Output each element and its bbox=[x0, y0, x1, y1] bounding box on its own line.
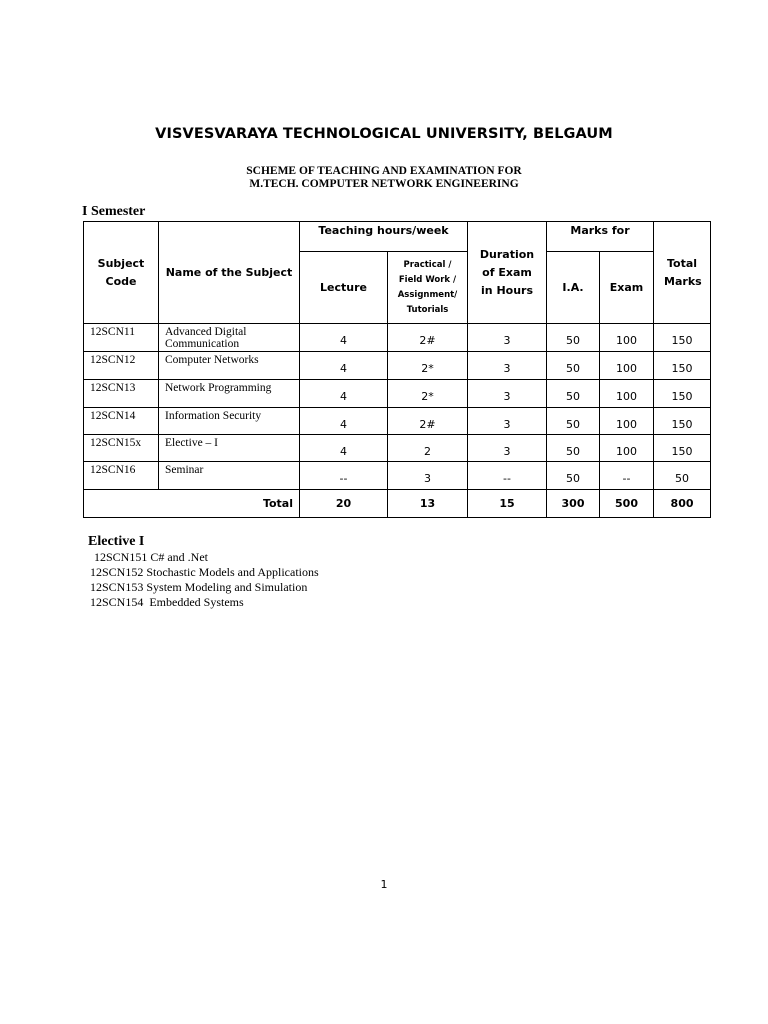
ia-marks: 50 bbox=[547, 352, 600, 380]
table-row bbox=[84, 462, 711, 490]
header-duration: Duration of Exam in Hours bbox=[468, 222, 547, 324]
lecture-hours: 4 bbox=[300, 352, 388, 380]
practical-hours: 2 bbox=[388, 435, 468, 462]
ia-marks: 50 bbox=[547, 380, 600, 408]
list-item: 12SCN151 C# and .Net bbox=[94, 550, 208, 564]
exam-marks: -- bbox=[600, 462, 654, 490]
table-row bbox=[84, 380, 711, 408]
header-practical-line-2: Field Work / bbox=[398, 274, 457, 285]
header-total-marks: Total Marks bbox=[654, 222, 711, 324]
total-row bbox=[84, 490, 711, 518]
total-duration: 15 bbox=[468, 490, 547, 518]
exam-duration: 3 bbox=[468, 324, 547, 352]
ia-marks: 50 bbox=[547, 462, 600, 490]
total-marks: 150 bbox=[654, 408, 711, 435]
exam-duration: 3 bbox=[468, 380, 547, 408]
header-ia: I.A. bbox=[547, 252, 600, 324]
subject-code: 12SCN14 bbox=[84, 408, 159, 435]
exam-marks: 100 bbox=[600, 435, 654, 462]
lecture-hours: -- bbox=[300, 462, 388, 490]
practical-hours: 2# bbox=[388, 408, 468, 435]
header-subject-code: Subject Code bbox=[84, 222, 159, 324]
subject-name: Network Programming bbox=[159, 380, 300, 408]
lecture-hours: 4 bbox=[300, 380, 388, 408]
scheme-line-2: M.TECH. COMPUTER NETWORK ENGINEERING bbox=[249, 178, 519, 190]
table-row bbox=[84, 408, 711, 435]
exam-duration: 3 bbox=[468, 352, 547, 380]
elective-list bbox=[90, 550, 319, 610]
total-total: 800 bbox=[654, 490, 711, 518]
practical-hours: 2* bbox=[388, 352, 468, 380]
header-practical bbox=[388, 252, 468, 324]
exam-marks: 100 bbox=[600, 352, 654, 380]
subject-code: 12SCN12 bbox=[84, 352, 159, 380]
table-row bbox=[84, 352, 711, 380]
list-item: 12SCN152 Stochastic Models and Applications bbox=[90, 565, 319, 579]
header-exam: Exam bbox=[600, 252, 654, 324]
exam-duration: 3 bbox=[468, 408, 547, 435]
subject-code: 12SCN11 bbox=[84, 324, 159, 352]
subject-name: Information Security bbox=[159, 408, 300, 435]
table-row bbox=[84, 435, 711, 462]
header-practical-line-3: Assignment/ bbox=[397, 289, 458, 300]
total-practical: 13 bbox=[388, 490, 468, 518]
total-marks: 150 bbox=[654, 324, 711, 352]
list-item: 12SCN154 Embedded Systems bbox=[90, 595, 244, 609]
total-marks: 150 bbox=[654, 352, 711, 380]
header-teaching-hours: Teaching hours/week bbox=[300, 222, 468, 252]
practical-hours: 2# bbox=[388, 324, 468, 352]
header-practical-line-4: Tutorials bbox=[406, 304, 449, 315]
subject-name: Seminar bbox=[159, 462, 300, 490]
university-title: VISVESVARAYA TECHNOLOGICAL UNIVERSITY, BELGAUM bbox=[155, 126, 613, 142]
subject-name: Computer Networks bbox=[159, 352, 300, 380]
exam-duration: -- bbox=[468, 462, 547, 490]
subject-code: 12SCN13 bbox=[84, 380, 159, 408]
subject-code: 12SCN16 bbox=[84, 462, 159, 490]
ia-marks: 50 bbox=[547, 435, 600, 462]
header-lecture: Lecture bbox=[300, 252, 388, 324]
exam-marks: 100 bbox=[600, 408, 654, 435]
exam-marks: 100 bbox=[600, 380, 654, 408]
header-subject-name: Name of the Subject bbox=[159, 222, 300, 324]
total-label: Total bbox=[84, 490, 300, 518]
header-practical-line-1: Practical / bbox=[403, 259, 452, 270]
lecture-hours: 4 bbox=[300, 408, 388, 435]
elective-heading: Elective I bbox=[88, 534, 145, 549]
total-exam: 500 bbox=[600, 490, 654, 518]
scheme-line-1: SCHEME OF TEACHING AND EXAMINATION FOR bbox=[246, 165, 522, 177]
exam-marks: 100 bbox=[600, 324, 654, 352]
practical-hours: 2* bbox=[388, 380, 468, 408]
practical-hours: 3 bbox=[388, 462, 468, 490]
lecture-hours: 4 bbox=[300, 435, 388, 462]
subject-name: Elective – I bbox=[159, 435, 300, 462]
subject-code: 12SCN15x bbox=[84, 435, 159, 462]
page-number: 1 bbox=[380, 878, 388, 891]
table-row bbox=[84, 324, 711, 352]
total-marks: 50 bbox=[654, 462, 711, 490]
semester-heading: I Semester bbox=[82, 204, 146, 219]
subject-name: Advanced Digital Communication bbox=[159, 324, 300, 352]
list-item: 12SCN153 System Modeling and Simulation bbox=[90, 580, 308, 594]
ia-marks: 50 bbox=[547, 324, 600, 352]
total-ia: 300 bbox=[547, 490, 600, 518]
total-lecture: 20 bbox=[300, 490, 388, 518]
scheme-table bbox=[83, 221, 711, 518]
exam-duration: 3 bbox=[468, 435, 547, 462]
ia-marks: 50 bbox=[547, 408, 600, 435]
total-marks: 150 bbox=[654, 435, 711, 462]
header-marks-for: Marks for bbox=[547, 222, 654, 252]
total-marks: 150 bbox=[654, 380, 711, 408]
lecture-hours: 4 bbox=[300, 324, 388, 352]
